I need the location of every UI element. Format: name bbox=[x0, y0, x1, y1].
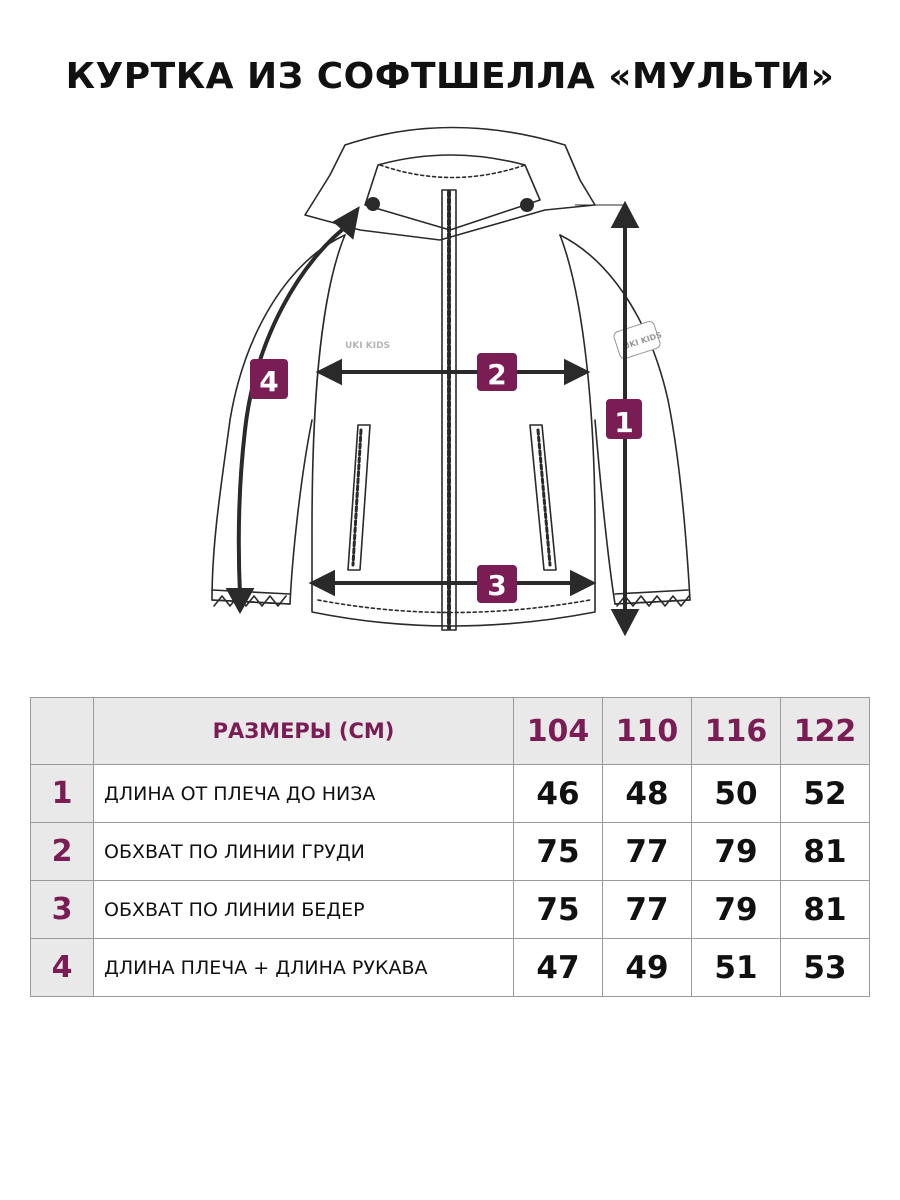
left-sleeve-outline bbox=[212, 235, 345, 604]
row-value: 49 bbox=[603, 939, 692, 997]
row-value: 53 bbox=[781, 939, 870, 997]
size-header: 110 bbox=[603, 698, 692, 765]
size-table bbox=[30, 697, 870, 997]
row-label: ДЛИНА ОТ ПЛЕЧА ДО НИЗА bbox=[94, 765, 514, 823]
row-value: 75 bbox=[514, 823, 603, 881]
size-header: 122 bbox=[781, 698, 870, 765]
marker-1 bbox=[606, 399, 642, 439]
brand-watermark: UKI KIDS bbox=[345, 341, 391, 351]
header-empty-cell bbox=[31, 698, 94, 765]
row-value: 79 bbox=[692, 881, 781, 939]
brand-badge bbox=[613, 320, 663, 360]
row-number: 4 bbox=[31, 939, 94, 997]
row-number: 3 bbox=[31, 881, 94, 939]
row-number: 1 bbox=[31, 765, 94, 823]
row-value: 50 bbox=[692, 765, 781, 823]
table-row bbox=[31, 939, 870, 997]
marker-2 bbox=[477, 353, 517, 391]
table-row bbox=[31, 765, 870, 823]
row-value: 75 bbox=[514, 881, 603, 939]
size-header: 104 bbox=[514, 698, 603, 765]
hood-button-right bbox=[520, 198, 534, 212]
size-header: 116 bbox=[692, 698, 781, 765]
row-number: 2 bbox=[31, 823, 94, 881]
svg-text:UKI KIDS: UKI KIDS bbox=[622, 330, 663, 352]
jacket-body-outline bbox=[312, 235, 595, 626]
table-row bbox=[31, 881, 870, 939]
row-label: ДЛИНА ПЛЕЧА + ДЛИНА РУКАВА bbox=[94, 939, 514, 997]
row-value: 46 bbox=[514, 765, 603, 823]
svg-text:2: 2 bbox=[487, 358, 507, 391]
marker-4 bbox=[250, 359, 288, 399]
row-label: ОБХВАТ ПО ЛИНИИ ГРУДИ bbox=[94, 823, 514, 881]
row-value: 47 bbox=[514, 939, 603, 997]
svg-text:1: 1 bbox=[614, 406, 634, 439]
row-value: 81 bbox=[781, 823, 870, 881]
hood-button-left bbox=[366, 197, 380, 211]
row-value: 77 bbox=[603, 881, 692, 939]
table-header-row bbox=[31, 698, 870, 765]
jacket-illustration bbox=[0, 120, 900, 650]
row-value: 81 bbox=[781, 881, 870, 939]
page-title: КУРТКА ИЗ СОФТШЕЛЛА «МУЛЬТИ» bbox=[65, 56, 835, 97]
row-value: 48 bbox=[603, 765, 692, 823]
row-value: 52 bbox=[781, 765, 870, 823]
svg-text:3: 3 bbox=[487, 569, 507, 602]
table-row bbox=[31, 823, 870, 881]
row-label: ОБХВАТ ПО ЛИНИИ БЕДЕР bbox=[94, 881, 514, 939]
row-value: 79 bbox=[692, 823, 781, 881]
header-label: РАЗМЕРЫ (СМ) bbox=[94, 698, 514, 765]
row-value: 51 bbox=[692, 939, 781, 997]
row-value: 77 bbox=[603, 823, 692, 881]
marker-3 bbox=[477, 565, 517, 603]
svg-text:4: 4 bbox=[259, 365, 279, 398]
